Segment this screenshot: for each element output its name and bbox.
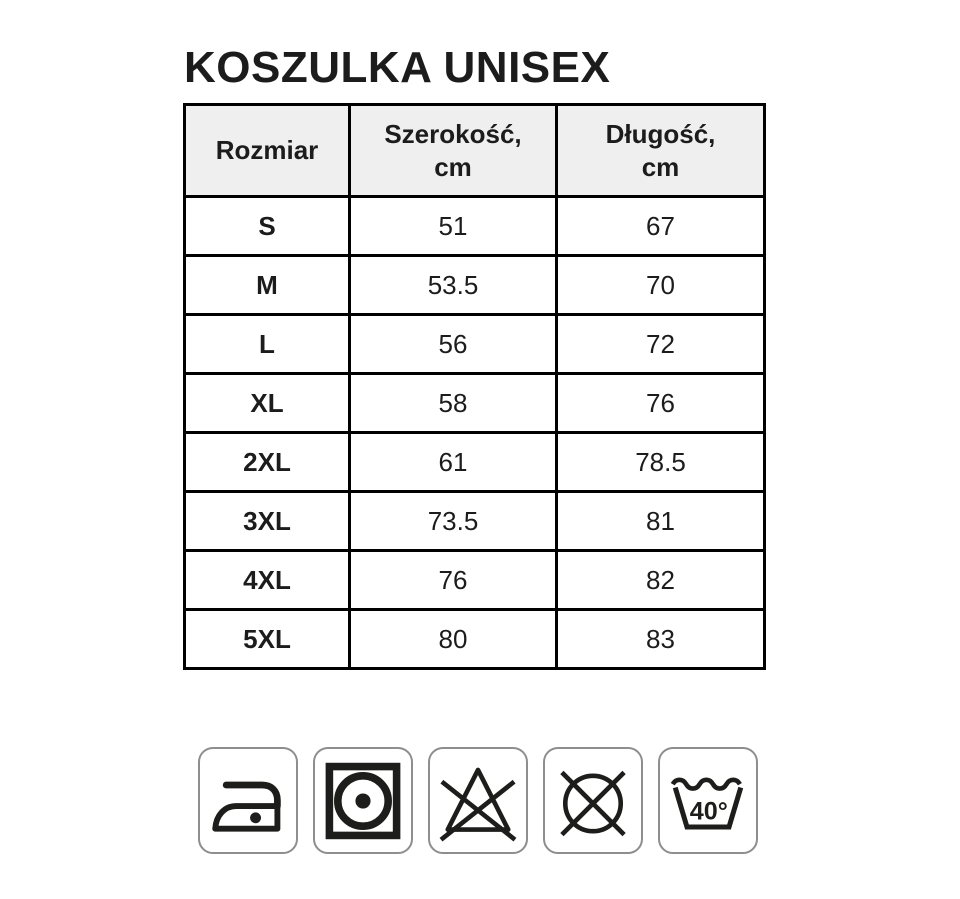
size-table-body (185, 197, 765, 669)
size-cell: 4XL (185, 551, 350, 610)
care-symbol-tumble-dry (313, 747, 413, 854)
care-symbols (198, 747, 758, 854)
table-row (185, 492, 765, 551)
size-table-header (185, 105, 765, 197)
length-cell: 78.5 (557, 433, 765, 492)
wash-temperature-label: 40° (689, 796, 728, 825)
col-header-length-line1: Długość, (605, 118, 716, 149)
length-cell: 76 (557, 374, 765, 433)
width-cell: 80 (350, 610, 557, 669)
width-cell: 73.5 (350, 492, 557, 551)
length-cell: 81 (557, 492, 765, 551)
width-cell: 51 (350, 197, 557, 256)
table-row (185, 433, 765, 492)
length-cell: 67 (557, 197, 765, 256)
table-row (185, 610, 765, 669)
size-table (183, 103, 766, 670)
size-cell: 2XL (185, 433, 350, 492)
care-symbol-do-not-dry-clean (543, 747, 643, 854)
do-not-dry-clean-icon (551, 756, 635, 846)
care-symbol-iron (198, 747, 298, 854)
width-cell: 56 (350, 315, 557, 374)
size-cell: 5XL (185, 610, 350, 669)
length-cell: 72 (557, 315, 765, 374)
header-row (185, 105, 765, 197)
width-cell: 53.5 (350, 256, 557, 315)
col-header-size (185, 105, 350, 197)
size-cell: 3XL (185, 492, 350, 551)
table-row (185, 256, 765, 315)
page-title: KOSZULKA UNISEX (184, 43, 611, 92)
col-header-width-line2: cm (434, 151, 472, 182)
length-cell: 82 (557, 551, 765, 610)
do-not-bleach-icon (436, 756, 520, 846)
table-row (185, 197, 765, 256)
width-cell: 76 (350, 551, 557, 610)
width-cell: 61 (350, 433, 557, 492)
tumble-dry-one-dot-icon (321, 756, 405, 846)
col-header-width-line1: Szerokość, (384, 118, 522, 149)
table-row (185, 315, 765, 374)
length-cell: 70 (557, 256, 765, 315)
col-header-length (557, 105, 765, 197)
iron-one-dot-icon (206, 756, 290, 846)
care-symbol-do-not-bleach (428, 747, 528, 854)
size-cell: L (185, 315, 350, 374)
col-header-size-line1: Rozmiar (215, 135, 319, 165)
size-cell: XL (185, 374, 350, 433)
length-cell: 83 (557, 610, 765, 669)
table-row (185, 374, 765, 433)
col-header-length-line2: cm (641, 151, 680, 182)
size-cell: M (185, 256, 350, 315)
care-symbol-wash-40 (658, 747, 758, 854)
table-row (185, 551, 765, 610)
size-cell: S (185, 197, 350, 256)
col-header-width (350, 105, 557, 197)
width-cell: 58 (350, 374, 557, 433)
machine-wash-40-icon (666, 756, 750, 846)
